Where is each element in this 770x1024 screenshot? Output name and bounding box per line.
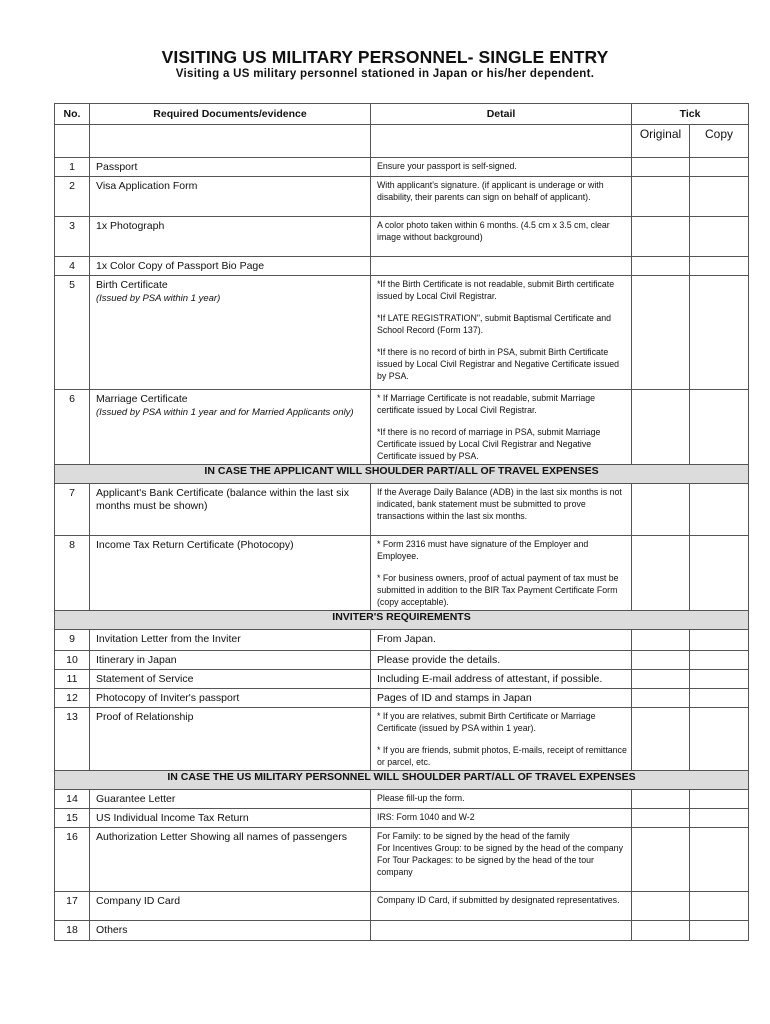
document-detail: Please fill-up the form.: [371, 790, 632, 809]
document-name: US Individual Income Tax Return: [90, 809, 371, 828]
copy-tick-box[interactable]: [690, 217, 749, 257]
table-row: [55, 670, 749, 689]
original-tick-box[interactable]: [632, 670, 690, 689]
document-name: Proof of Relationship: [90, 708, 371, 771]
copy-tick-box[interactable]: [690, 790, 749, 809]
document-name: Itinerary in Japan: [90, 651, 371, 670]
original-tick-box[interactable]: [632, 921, 690, 941]
document-detail: [371, 257, 632, 276]
document-detail: If the Average Daily Balance (ADB) in the last six months is not indicated, bank statement must be submitted to prove transactions within the last six months.: [371, 484, 632, 536]
original-tick-box[interactable]: [632, 630, 690, 651]
table-row: [55, 809, 749, 828]
row-number: 9: [55, 630, 90, 651]
row-number: 12: [55, 689, 90, 708]
document-note: (Issued by PSA within 1 year and for Married Applicants only): [96, 407, 354, 418]
copy-tick-box[interactable]: [690, 670, 749, 689]
table-row: [55, 689, 749, 708]
document-detail: * If you are relatives, submit Birth Certificate or Marriage Certificate (issued by PSA within 1 year). * If you are friends, submit photos, E-mails, receipt of remittance or parcel, etc.: [371, 708, 632, 771]
table-row: [55, 217, 749, 257]
document-detail: IRS: Form 1040 and W-2: [371, 809, 632, 828]
table-row: [55, 158, 749, 177]
document-name: Visa Application Form: [90, 177, 371, 217]
row-number: 7: [55, 484, 90, 536]
copy-tick-box[interactable]: [690, 689, 749, 708]
document-detail: * If Marriage Certificate is not readable, submit Marriage certificate issued by Local Civil Registrar. *If there is no record of marriage in PSA, submit Marriage Certificate issued by Local Civil Registrar and Negative Certificate issued by PSA.: [371, 390, 632, 465]
original-tick-box[interactable]: [632, 177, 690, 217]
copy-tick-box[interactable]: [690, 536, 749, 611]
document-name: Applicant's Bank Certificate (balance within the last six months must be shown): [90, 484, 371, 536]
document-name: Authorization Letter Showing all names of passengers: [90, 828, 371, 892]
row-number: 14: [55, 790, 90, 809]
section-inviter-requirements: [55, 611, 749, 630]
table-row: [55, 536, 749, 611]
row-number: 17: [55, 892, 90, 921]
header-copy: Copy: [690, 125, 749, 158]
row-number: 13: [55, 708, 90, 771]
original-tick-box[interactable]: [632, 536, 690, 611]
original-tick-box[interactable]: [632, 809, 690, 828]
document-detail: For Family: to be signed by the head of the family For Incentives Group: to be signed by the head of the company For Tour Packages: to be signed by the head of the tour company: [371, 828, 632, 892]
document-detail: Ensure your passport is self-signed.: [371, 158, 632, 177]
requirements-table: [54, 103, 749, 941]
table-row: [55, 177, 749, 217]
header-original: Original: [632, 125, 690, 158]
copy-tick-box[interactable]: [690, 177, 749, 217]
table-row: [55, 630, 749, 651]
document-note: (Issued by PSA within 1 year): [96, 293, 221, 304]
original-tick-box[interactable]: [632, 390, 690, 465]
table-row: [55, 708, 749, 771]
original-tick-box[interactable]: [632, 828, 690, 892]
section-military-expenses: [55, 771, 749, 790]
row-number: 18: [55, 921, 90, 941]
row-number: 1: [55, 158, 90, 177]
document-name: Birth Certificate (Issued by PSA within 1 year): [90, 276, 371, 390]
copy-tick-box[interactable]: [690, 828, 749, 892]
original-tick-box[interactable]: [632, 217, 690, 257]
document-name: Marriage Certificate (Issued by PSA within 1 year and for Married Applicants only): [90, 390, 371, 465]
copy-tick-box[interactable]: [690, 708, 749, 771]
row-number: 5: [55, 276, 90, 390]
copy-tick-box[interactable]: [690, 892, 749, 921]
document-detail: Company ID Card, if submitted by designated representatives.: [371, 892, 632, 921]
copy-tick-box[interactable]: [690, 276, 749, 390]
copy-tick-box[interactable]: [690, 630, 749, 651]
document-detail: *If the Birth Certificate is not readable, submit Birth certificate issued by Local Civil Registrar. *If LATE REGISTRATION", submit Baptismal Certificate and School Record (Form 137). *If there is no record of birth in PSA, submit Birth Certificate issued by Local Civil Registrar and Negative Certificate issued by PSA.: [371, 276, 632, 390]
row-number: 3: [55, 217, 90, 257]
original-tick-box[interactable]: [632, 484, 690, 536]
copy-tick-box[interactable]: [690, 390, 749, 465]
copy-tick-box[interactable]: [690, 921, 749, 941]
document-detail: [371, 921, 632, 941]
table-row: [55, 828, 749, 892]
original-tick-box[interactable]: [632, 790, 690, 809]
document-name: 1x Color Copy of Passport Bio Page: [90, 257, 371, 276]
document-detail: With applicant's signature. (if applicant is underage or with disability, their parents can sign on behalf of applicant).: [371, 177, 632, 217]
table-row: [55, 892, 749, 921]
page-subtitle: Visiting a US military personnel stationed in Japan or his/her dependent.: [175, 68, 595, 80]
row-number: 2: [55, 177, 90, 217]
subheader-row: [55, 125, 749, 158]
row-number: 16: [55, 828, 90, 892]
document-name: Statement of Service: [90, 670, 371, 689]
table-row: [55, 257, 749, 276]
document-name: Company ID Card: [90, 892, 371, 921]
header-tick: Tick: [632, 104, 749, 125]
document-name: Photocopy of Inviter's passport: [90, 689, 371, 708]
document-name: Guarantee Letter: [90, 790, 371, 809]
document-detail: Please provide the details.: [371, 651, 632, 670]
original-tick-box[interactable]: [632, 708, 690, 771]
section-heading: IN CASE THE APPLICANT WILL SHOULDER PART/ALL OF TRAVEL EXPENSES: [55, 465, 749, 484]
table-row: [55, 484, 749, 536]
header-no: No.: [55, 104, 90, 125]
original-tick-box[interactable]: [632, 689, 690, 708]
row-number: 10: [55, 651, 90, 670]
original-tick-box[interactable]: [632, 892, 690, 921]
original-tick-box[interactable]: [632, 257, 690, 276]
copy-tick-box[interactable]: [690, 651, 749, 670]
row-number: 4: [55, 257, 90, 276]
document-name: Others: [90, 921, 371, 941]
row-number: 11: [55, 670, 90, 689]
header-documents: Required Documents/evidence: [90, 104, 371, 125]
document-detail: From Japan.: [371, 630, 632, 651]
document-name: Invitation Letter from the Inviter: [90, 630, 371, 651]
document-detail: Including E-mail address of attestant, if possible.: [371, 670, 632, 689]
document-name: Income Tax Return Certificate (Photocopy): [90, 536, 371, 611]
copy-tick-box[interactable]: [690, 809, 749, 828]
document-name: Passport: [90, 158, 371, 177]
table-row: [55, 390, 749, 465]
document-name: 1x Photograph: [90, 217, 371, 257]
table-row: [55, 651, 749, 670]
original-tick-box[interactable]: [632, 276, 690, 390]
row-number: 8: [55, 536, 90, 611]
table-row: [55, 921, 749, 941]
original-tick-box[interactable]: [632, 651, 690, 670]
copy-tick-box[interactable]: [690, 158, 749, 177]
document-detail: A color photo taken within 6 months. (4.5 cm x 3.5 cm, clear image without background): [371, 217, 632, 257]
table-row: [55, 276, 749, 390]
section-heading: IN CASE THE US MILITARY PERSONNEL WILL SHOULDER PART/ALL OF TRAVEL EXPENSES: [55, 771, 749, 790]
header-detail: Detail: [371, 104, 632, 125]
header-row: [55, 104, 749, 125]
section-applicant-expenses: [55, 465, 749, 484]
copy-tick-box[interactable]: [690, 484, 749, 536]
row-number: 6: [55, 390, 90, 465]
page-title: VISITING US MILITARY PERSONNEL- SINGLE ENTRY: [161, 47, 609, 67]
document-detail: * Form 2316 must have signature of the Employer and Employee. * For business owners, proof of actual payment of tax must be submitted in addition to the BIR Tax Payment Certificate Form (copy acceptable).: [371, 536, 632, 611]
table-row: [55, 790, 749, 809]
section-heading: INVITER'S REQUIREMENTS: [55, 611, 749, 630]
row-number: 15: [55, 809, 90, 828]
document-detail: Pages of ID and stamps in Japan: [371, 689, 632, 708]
copy-tick-box[interactable]: [690, 257, 749, 276]
original-tick-box[interactable]: [632, 158, 690, 177]
